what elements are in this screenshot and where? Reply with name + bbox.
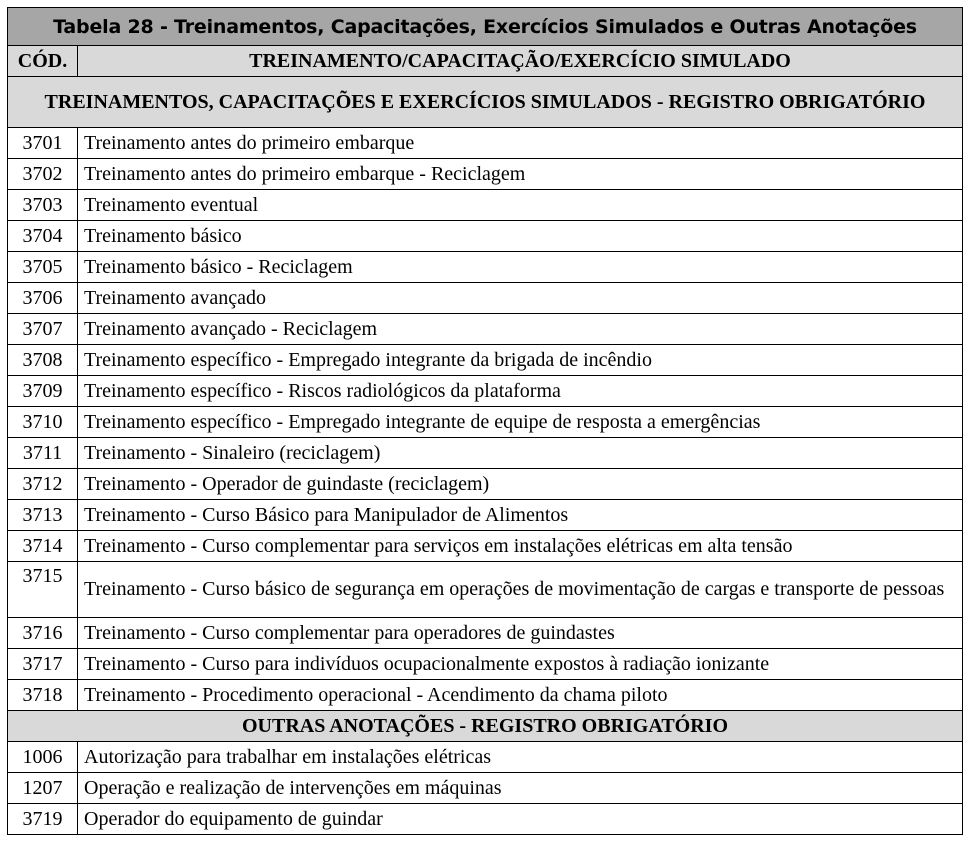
row-code: 3701 [8, 128, 78, 159]
row-code: 3712 [8, 469, 78, 500]
row-description: Treinamento - Curso básico de segurança em operações de movimentação de cargas e transporte de pessoas [78, 562, 963, 618]
row-description: Treinamento - Curso para indivíduos ocupacionalmente expostos à radiação ionizante [78, 649, 963, 680]
row-code: 3715 [8, 562, 78, 618]
table-row [8, 252, 963, 283]
table-row [8, 804, 963, 835]
row-description: Treinamento - Operador de guindaste (reciclagem) [78, 469, 963, 500]
training-codes-table [7, 7, 963, 835]
table-row [8, 159, 963, 190]
row-description: Treinamento eventual [78, 190, 963, 221]
row-description: Treinamento antes do primeiro embarque [78, 128, 963, 159]
row-code: 3709 [8, 376, 78, 407]
row-description: Treinamento - Procedimento operacional - Acendimento da chama piloto [78, 680, 963, 711]
row-code: 3705 [8, 252, 78, 283]
row-description: Operação e realização de intervenções em máquinas [78, 773, 963, 804]
row-description: Treinamento - Curso complementar para serviços em instalações elétricas em alta tensão [78, 531, 963, 562]
row-description: Treinamento - Sinaleiro (reciclagem) [78, 438, 963, 469]
row-code: 1207 [8, 773, 78, 804]
section-heading-training: TREINAMENTOS, CAPACITAÇÕES E EXERCÍCIOS SIMULADOS - REGISTRO OBRIGATÓRIO [8, 77, 963, 128]
row-code: 3716 [8, 618, 78, 649]
row-code: 3707 [8, 314, 78, 345]
row-description: Treinamento avançado [78, 283, 963, 314]
row-code: 3703 [8, 190, 78, 221]
table-row [8, 469, 963, 500]
table-row [8, 407, 963, 438]
row-description: Treinamento - Curso complementar para operadores de guindastes [78, 618, 963, 649]
table-row [8, 531, 963, 562]
row-code: 3711 [8, 438, 78, 469]
table-row [8, 649, 963, 680]
row-description: Treinamento avançado - Reciclagem [78, 314, 963, 345]
row-code: 3718 [8, 680, 78, 711]
row-description: Treinamento antes do primeiro embarque - Reciclagem [78, 159, 963, 190]
row-description: Treinamento específico - Empregado integrante da brigada de incêndio [78, 345, 963, 376]
table-title: Tabela 28 - Treinamentos, Capacitações, Exercícios Simulados e Outras Anotações [8, 8, 963, 46]
table-row [8, 314, 963, 345]
table-row [8, 221, 963, 252]
row-code: 3708 [8, 345, 78, 376]
row-description: Treinamento específico - Empregado integrante de equipe de resposta a emergências [78, 407, 963, 438]
row-code: 3710 [8, 407, 78, 438]
table-row [8, 618, 963, 649]
row-code: 3706 [8, 283, 78, 314]
table-row [8, 283, 963, 314]
table-row [8, 562, 963, 618]
table-row [8, 500, 963, 531]
table-row [8, 376, 963, 407]
row-description: Operador do equipamento de guindar [78, 804, 963, 835]
row-description: Treinamento básico [78, 221, 963, 252]
row-code: 3702 [8, 159, 78, 190]
table-row [8, 438, 963, 469]
section-heading-other-annotations: OUTRAS ANOTAÇÕES - REGISTRO OBRIGATÓRIO [8, 711, 963, 742]
row-code: 3704 [8, 221, 78, 252]
row-description: Treinamento - Curso Básico para Manipulador de Alimentos [78, 500, 963, 531]
code-column-header: CÓD. [8, 46, 78, 77]
row-code: 3719 [8, 804, 78, 835]
table-row [8, 680, 963, 711]
table-row [8, 345, 963, 376]
row-description: Treinamento básico - Reciclagem [78, 252, 963, 283]
row-description: Autorização para trabalhar em instalações elétricas [78, 742, 963, 773]
table-row [8, 742, 963, 773]
table-row [8, 190, 963, 221]
row-code: 3713 [8, 500, 78, 531]
row-code: 3717 [8, 649, 78, 680]
row-description: Treinamento específico - Riscos radiológicos da plataforma [78, 376, 963, 407]
table-row [8, 128, 963, 159]
table-row [8, 773, 963, 804]
row-code: 3714 [8, 531, 78, 562]
row-code: 1006 [8, 742, 78, 773]
description-column-header: TREINAMENTO/CAPACITAÇÃO/EXERCÍCIO SIMULADO [78, 46, 963, 77]
